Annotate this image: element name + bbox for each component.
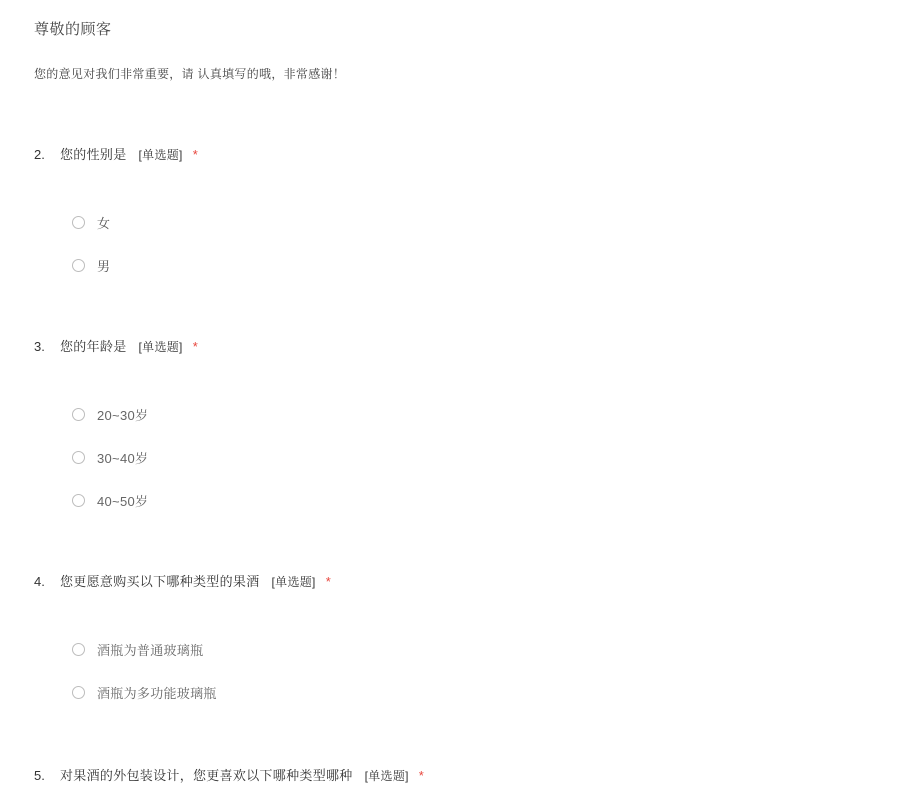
question-type-label: [单选题] [364, 769, 409, 783]
radio-icon[interactable] [72, 451, 85, 464]
question-title: 您更愿意购买以下哪种类型的果酒 [60, 574, 260, 589]
question-title: 您的性别是 [60, 147, 127, 162]
option-list [34, 638, 880, 703]
question-type-label: [单选题] [138, 340, 183, 354]
radio-icon[interactable] [72, 643, 85, 656]
list-item[interactable] [34, 681, 880, 703]
question-gender [0, 144, 900, 276]
question-type-label: [单选题] [271, 575, 316, 589]
list-item[interactable] [34, 446, 880, 468]
list-item[interactable] [34, 638, 880, 660]
radio-icon[interactable] [72, 216, 85, 229]
question-age [0, 336, 900, 511]
required-asterisk: * [325, 574, 331, 589]
option-label: 男 [97, 258, 111, 274]
question-number: 4. [34, 574, 45, 589]
required-asterisk: * [418, 768, 424, 783]
list-item[interactable] [34, 211, 880, 233]
option-label: 酒瓶为普通玻璃瓶 [97, 642, 204, 658]
required-asterisk: * [192, 339, 198, 354]
radio-icon[interactable] [72, 494, 85, 507]
question-number: 5. [34, 768, 45, 783]
question-type-label: [单选题] [138, 148, 183, 162]
option-label: 女 [97, 215, 111, 231]
question-number: 3. [34, 339, 45, 354]
question-title: 您的年龄是 [60, 339, 127, 354]
radio-icon[interactable] [72, 686, 85, 699]
option-label: 20~30岁 [97, 407, 149, 423]
list-item[interactable] [34, 489, 880, 511]
option-list [34, 211, 880, 276]
survey-description: 您的意见对我们非常重要，请 认真填写的哦，非常感谢！ [34, 67, 346, 81]
radio-icon[interactable] [72, 408, 85, 421]
option-label: 酒瓶为多功能玻璃瓶 [97, 685, 217, 701]
question-number: 2. [34, 147, 45, 162]
question-title: 对果酒的外包装设计，您更喜欢以下哪种类型哪种 [60, 768, 353, 783]
question-wine-bottle-type [0, 571, 900, 703]
page-title: 尊敬的顾客 [34, 21, 112, 38]
option-list [34, 403, 880, 511]
option-label: 40~50岁 [97, 493, 149, 509]
question-header [34, 144, 880, 163]
list-item[interactable] [34, 403, 880, 425]
question-header [34, 571, 880, 590]
question-package-design [0, 765, 900, 784]
required-asterisk: * [192, 147, 198, 162]
radio-icon[interactable] [72, 259, 85, 272]
list-item[interactable] [34, 254, 880, 276]
question-header [34, 765, 880, 784]
option-label: 30~40岁 [97, 450, 149, 466]
question-header [34, 336, 880, 355]
